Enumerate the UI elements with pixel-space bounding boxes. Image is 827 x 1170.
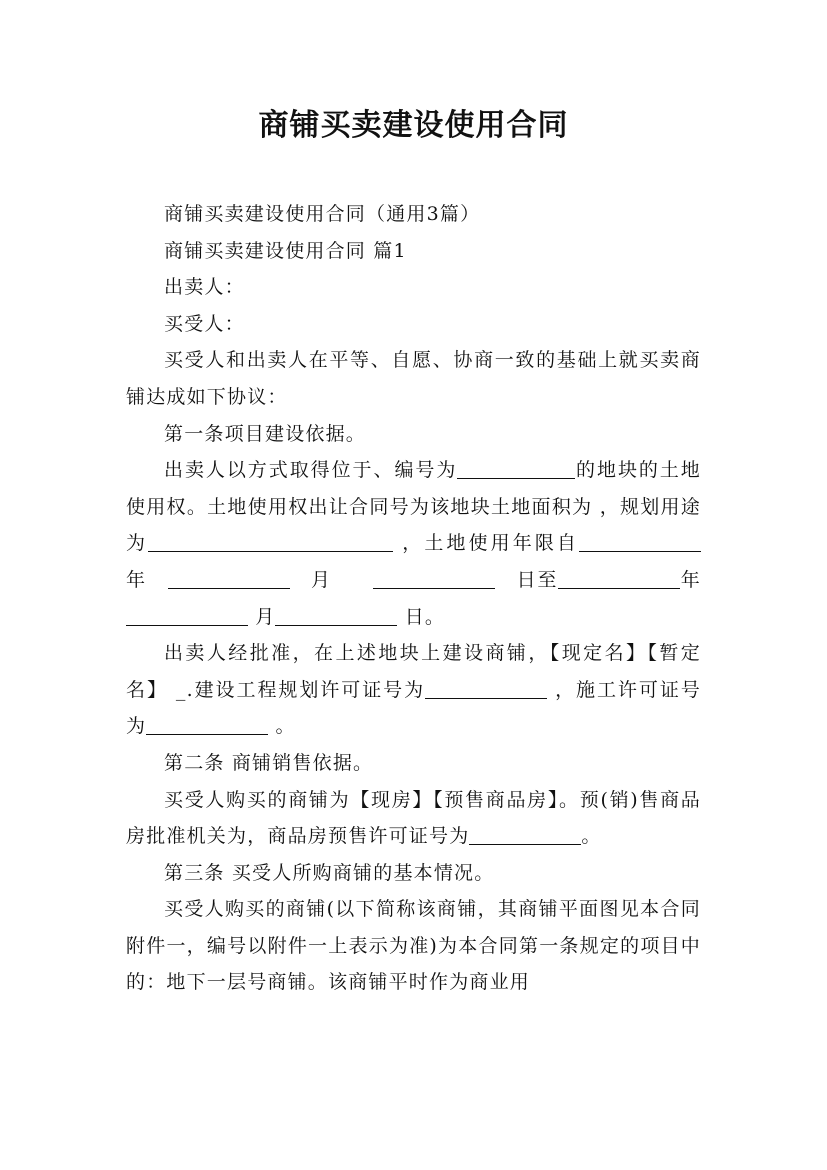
blank-line [275, 606, 397, 626]
article-2-title: 第二条 商铺销售依据。 [164, 751, 374, 774]
text-segment: 出卖人经批准，在上述地块上建设商铺，【现定名】【暂定名】 _.建设工程规划许可证号为 [126, 642, 701, 701]
blank-line [168, 569, 290, 589]
article-2-paragraph-1 [126, 782, 701, 855]
section-heading: 商铺买卖建设使用合同 篇1 [164, 239, 407, 262]
text-segment: 年 [126, 568, 147, 591]
article-1-title: 第一条项目建设依据。 [164, 422, 367, 445]
article-1-paragraph-1 [126, 452, 701, 635]
text-segment: 。 [275, 715, 296, 738]
text-segment: ，土地使用年限自 [402, 532, 580, 555]
article-3-title: 第三条 买受人所购商铺的基本情况。 [164, 861, 495, 884]
text-segment: 。 [581, 825, 602, 848]
text-segment: 月 [255, 605, 276, 628]
document-body [126, 196, 701, 1001]
buyer-label: 买受人： [164, 312, 245, 335]
blank-line [579, 532, 701, 552]
text-segment: 月 [310, 568, 332, 591]
article-1-paragraph-2 [126, 635, 701, 745]
blank-line [373, 569, 495, 589]
subtitle: 商铺买卖建设使用合同（通用3篇） [164, 203, 481, 225]
text-segment: 日至 [516, 568, 559, 591]
text-segment: 日。 [404, 605, 446, 628]
intro-paragraph: 买受人和出卖人在平等、自愿、协商一致的基础上就买卖商铺达成如下协议： [126, 349, 701, 408]
text-segment: 买受人购买的商铺为【现房】【预售商品房】。预(销)售商品房批准机关为，商品房预售许可证号为 [126, 788, 701, 848]
blank-line [457, 459, 575, 479]
blank-line [469, 825, 581, 845]
blank-line [558, 569, 680, 589]
text-segment: 出卖人以方式取得位于、编号为 [164, 459, 458, 482]
seller-label: 出卖人： [164, 276, 245, 299]
blank-line [425, 679, 547, 699]
text-segment: 年 [680, 568, 701, 591]
blank-line [146, 715, 268, 735]
text-segment: ，施工许可证号为 [126, 678, 701, 738]
blank-line [148, 532, 393, 552]
article-3-paragraph-1: 买受人购买的商铺(以下简称该商铺，其商铺平面图见本合同附件一，编号以附件一上表示为准)为本合同第一条规定的项目中的：地下一层号商铺。该商铺平时作为商业用 [126, 898, 701, 994]
blank-line [126, 606, 248, 626]
document-title: 商铺买卖建设使用合同 [258, 108, 569, 143]
text-segment: 的地块的土地使用权。土地使用权出让合同号为该地块土地面积为 ，规划用途为 [126, 459, 701, 555]
